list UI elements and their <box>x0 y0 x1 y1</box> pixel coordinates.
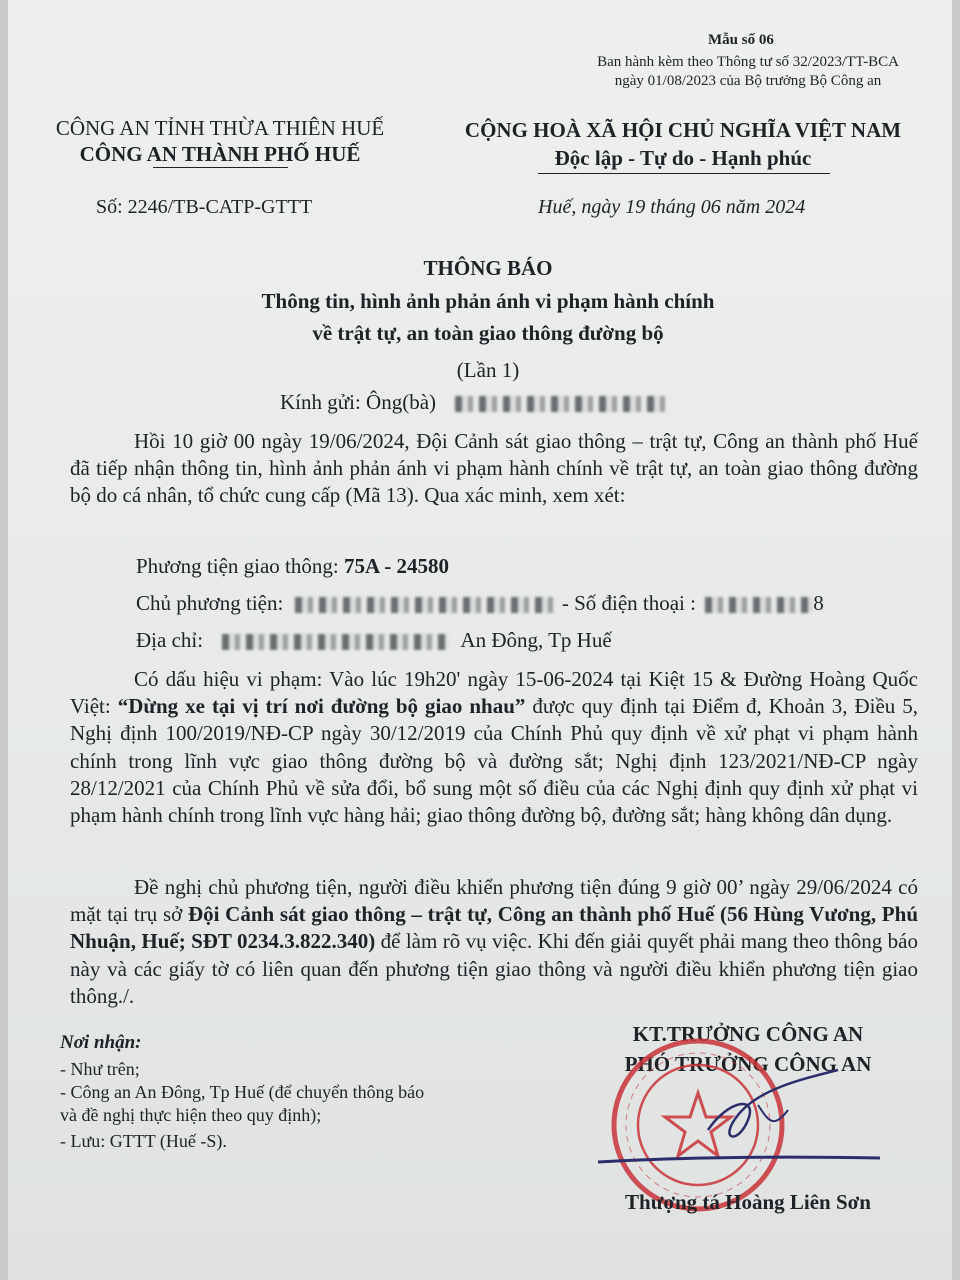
form-note-line-2: ngày 01/08/2023 của Bộ trưởng Bộ Công an <box>614 73 882 89</box>
phone-tail: 8 <box>813 591 824 615</box>
notice-subtitle-2: về trật tự, an toàn giao thông đường bộ <box>312 321 664 345</box>
agency-parent: CÔNG AN TỈNH THỪA THIÊN HUẾ <box>55 116 385 140</box>
place-date: Huế, ngày 19 tháng 06 năm 2024 <box>538 196 806 218</box>
redacted-phone <box>705 597 813 613</box>
document-page <box>8 0 952 1280</box>
address-line <box>136 628 612 653</box>
violation-paragraph <box>70 666 918 829</box>
owner-line <box>136 591 824 616</box>
vehicle-line <box>136 554 449 579</box>
request-text-2: để làm rõ vụ việc. Khi đến giải quyết phải mang theo thông báo này và các giấy tờ có liên quan đến phương tiện giao thông và người điều khiển phương tiện giao thông./. <box>70 929 918 1008</box>
recipient-line-1: - Như trên; <box>60 1059 140 1079</box>
notice-title: THÔNG BÁO <box>423 256 553 280</box>
vehicle-plate: 75A - 24580 <box>343 554 449 578</box>
redacted-name <box>455 396 665 412</box>
request-paragraph <box>70 874 918 1010</box>
vehicle-label: Phương tiện giao thông: <box>136 554 344 578</box>
violation-act: “Dừng xe tại vị trí nơi đường bộ giao nhau” <box>117 694 526 719</box>
signer-title-2: PHÓ TRƯỞNG CÔNG AN <box>624 1052 872 1076</box>
recipients-label: Nơi nhận: <box>60 1032 142 1053</box>
owner-label: Chủ phương tiện: <box>136 591 284 615</box>
document-number: Số: 2246/TB-CATP-GTTT <box>96 196 313 218</box>
address-label: Địa chỉ: <box>136 628 204 652</box>
violation-text-1: Có dấu hiệu vi phạm: Vào lúc 19h20' ngày 15-06-2024 tại Kiệt 15 & Đường Hoàng Quốc Việt: <box>70 667 918 719</box>
intro-text: Hồi 10 giờ 00 ngày 19/06/2024, Đội Cảnh sát giao thông – trật tự, Công an thành phố Huế đã tiếp nhận thông tin, hình ảnh phản ánh vi phạm hành chính về trật tự, an toàn giao thông đường bộ do cá nhân, tổ chức cung cấp (Mã 13). Qua xác minh, xem xét: <box>70 429 918 508</box>
motto: Độc lập - Tự do - Hạnh phúc <box>554 146 812 170</box>
notice-subtitle-1: Thông tin, hình ảnh phản ánh vi phạm hành chính <box>261 289 715 313</box>
redacted-address <box>222 634 448 650</box>
phone-label: - Số điện thoại : <box>561 591 696 615</box>
signer-name: Thượng tá Hoàng Liên Sơn <box>625 1190 871 1214</box>
agency-name: CÔNG AN THÀNH PHỐ HUẾ <box>79 142 361 166</box>
request-text-1: Đề nghị chủ phương tiện, người điều khiển phương tiện đúng 9 giờ 00’ ngày 29/06/2024 có mặt tại trụ sở <box>70 875 918 927</box>
salutation-label: Kính gửi: Ông(bà) <box>280 390 437 414</box>
request-office: Đội Cảnh sát giao thông – trật tự, Công an thành phố Huế (56 Hùng Vương, Phú Nhuận, Huế; SĐT 0234.3.822.340) <box>70 902 918 954</box>
form-note-line-1: Ban hành kèm theo Thông tư số 32/2023/TT-BCA <box>597 54 899 70</box>
nation-title: CỘNG HOÀ XÃ HỘI CHỦ NGHĨA VIỆT NAM <box>464 118 902 142</box>
recipient-line-2: - Công an An Đông, Tp Huế (để chuyển thông báo <box>60 1082 425 1102</box>
intro-paragraph <box>70 428 918 510</box>
handwritten-signature <box>588 1060 888 1180</box>
address-tail: An Đông, Tp Huế <box>460 628 612 652</box>
form-number: Mẫu số 06 <box>708 32 774 48</box>
violation-text-2: được quy định tại Điểm đ, Khoản 3, Điều 5, Nghị định 100/2019/NĐ-CP ngày 30/12/2019 của Chính Phủ quy định về xử phạt vi phạm hành chính trong lĩnh vực giao thông đường bộ và đường sắt; Nghị định 123/2021/NĐ-CP ngày 28/12/2021 của Chính Phủ về sửa đổi, bổ sung một số điều của các Nghị định quy định xử phạt vi phạm hành chính trong lĩnh vực hàng hải; giao thông đường bộ, đường sắt; hàng không dân dụng. <box>70 694 918 828</box>
salutation <box>280 390 665 415</box>
signer-title-1: KT.TRƯỞNG CÔNG AN <box>632 1022 864 1046</box>
recipient-line-4: - Lưu: GTTT (Huế -S). <box>60 1131 227 1151</box>
notice-round: (Lần 1) <box>456 358 520 382</box>
recipient-line-3: và đề nghị thực hiện theo quy định); <box>60 1105 322 1125</box>
agency-underline <box>153 167 288 168</box>
motto-underline <box>538 173 830 174</box>
redacted-owner <box>295 597 557 613</box>
